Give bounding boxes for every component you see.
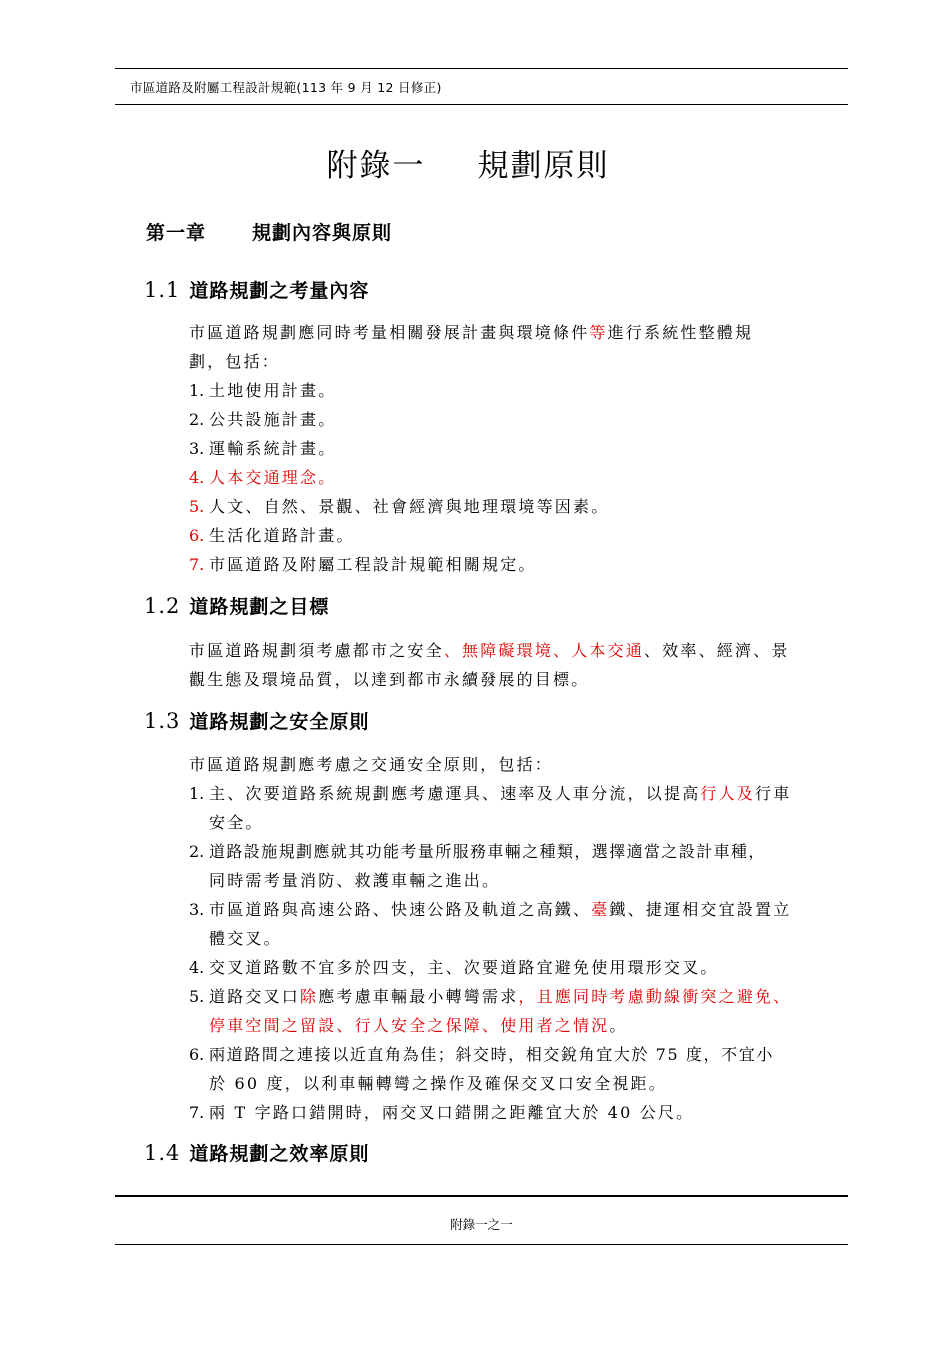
section-number: 1.3 xyxy=(144,709,181,733)
list-text: 市區道路及附屬工程設計規範相關規定。 xyxy=(209,555,537,574)
list-number: 1. xyxy=(189,784,205,803)
text-run: 進行系統性整體規 xyxy=(607,323,754,342)
section-heading-1-3 xyxy=(144,707,369,734)
list-text: 主、次要道路系統規劃應考慮運具、速率及人車分流，以提高 xyxy=(209,784,701,803)
list-text: 兩 T 字路口錯開時，兩交叉口錯開之距離宜大於 40 公尺。 xyxy=(209,1103,695,1122)
revision-text: ，且應同時考慮動線衝突之避免、 xyxy=(518,987,792,1006)
text-run: 觀生態及環境品質，以達到都市永續發展的目標。 xyxy=(189,670,590,689)
list-number: 7. xyxy=(189,1103,205,1122)
paragraph-line xyxy=(189,349,280,372)
list-text: 人本交通理念。 xyxy=(209,468,337,487)
paragraph-line xyxy=(189,638,790,661)
section-heading-1-2 xyxy=(144,592,329,619)
list-number: 1. xyxy=(189,381,205,400)
title-right: 規劃原則 xyxy=(477,148,610,184)
list-number: 6. xyxy=(189,526,205,545)
list-text: 運輸系統計畫。 xyxy=(209,439,337,458)
page-title xyxy=(0,140,936,185)
list-item xyxy=(189,494,609,517)
list-text: 兩道路間之連接以近直角為佳；斜交時，相交銳角宜大於 75 度，不宜小 xyxy=(209,1045,774,1064)
list-number: 3. xyxy=(189,439,205,458)
section-heading-1-4 xyxy=(144,1139,369,1166)
page-number: 附錄一之一 xyxy=(450,1217,513,1232)
list-item xyxy=(189,465,336,488)
list-text: 道路設施規劃應就其功能考量所服務車輛之種類，選擇適當之設計車種， xyxy=(209,842,766,861)
list-text: 應考慮車輛最小轉彎需求 xyxy=(318,987,519,1006)
text-run: 、效率、經濟、景 xyxy=(644,641,790,660)
list-number: 7. xyxy=(189,555,205,574)
list-number: 4. xyxy=(189,468,205,487)
section-number: 1.4 xyxy=(144,1141,181,1165)
section-heading-1-1 xyxy=(144,276,369,303)
list-text: 行車 xyxy=(755,784,792,803)
header-rule-bottom xyxy=(115,104,848,105)
paragraph-line xyxy=(189,667,589,690)
list-text: 鐵、捷運相交宜設置立 xyxy=(609,900,792,919)
title-left: 附錄一 xyxy=(326,148,426,184)
list-item xyxy=(189,407,336,430)
list-item xyxy=(189,436,336,459)
revision-text: 臺 xyxy=(591,900,610,919)
list-number: 4. xyxy=(189,958,205,977)
list-number: 2. xyxy=(189,410,205,429)
list-item-continuation xyxy=(209,868,500,891)
paragraph-line xyxy=(189,752,553,775)
list-number: 2. xyxy=(189,842,205,861)
list-item-continuation xyxy=(209,926,282,949)
footer-rule-bottom xyxy=(115,1244,848,1245)
list-item-continuation xyxy=(209,1013,628,1036)
list-item xyxy=(189,781,791,804)
list-item-continuation xyxy=(209,810,264,833)
revision-text: 停車空間之留設、行人安全之保障、使用者之情況 xyxy=(209,1016,610,1035)
list-text: 土地使用計畫。 xyxy=(209,381,337,400)
list-text: 同時需考量消防、救護車輛之進出。 xyxy=(209,871,501,890)
text-run: 市區道路規劃須考慮都市之安全 xyxy=(189,641,444,660)
list-item xyxy=(189,1042,774,1065)
revision-text: 等 xyxy=(589,323,608,342)
list-item xyxy=(189,378,336,401)
list-item xyxy=(189,984,791,1007)
list-number: 3. xyxy=(189,900,205,919)
list-text: 市區道路與高速公路、快速公路及軌道之高鐵、 xyxy=(209,900,592,919)
section-title: 道路規劃之考量內容 xyxy=(189,280,370,302)
section-title: 道路規劃之效率原則 xyxy=(189,1143,370,1165)
list-number: 5. xyxy=(189,497,205,516)
list-item xyxy=(189,955,719,978)
revision-text: 除 xyxy=(300,987,319,1006)
running-header: 市區道路及附屬工程設計規範(113 年 9 月 12 日修正) xyxy=(130,80,442,95)
list-item xyxy=(189,897,791,920)
section-number: 1.2 xyxy=(144,594,181,618)
list-text: 體交叉。 xyxy=(209,929,282,948)
list-text: 生活化道路計畫。 xyxy=(209,526,355,545)
list-number: 5. xyxy=(189,987,205,1006)
list-text: 公共設施計畫。 xyxy=(209,410,337,429)
list-text: 交叉道路數不宜多於四支，主、次要道路宜避免使用環形交叉。 xyxy=(209,958,719,977)
section-number: 1.1 xyxy=(144,278,181,302)
list-text: 。 xyxy=(609,1016,628,1035)
list-item xyxy=(189,523,355,546)
paragraph-line xyxy=(189,320,753,343)
revision-text: 、無障礙環境、人本交通 xyxy=(443,641,645,660)
list-text: 人文、自然、景觀、社會經濟與地理環境等因素。 xyxy=(209,497,610,516)
text-run: 市區道路規劃應考慮之交通安全原則，包括： xyxy=(189,755,554,774)
section-title: 道路規劃之安全原則 xyxy=(189,711,370,733)
revision-text: 行人及 xyxy=(700,784,756,803)
list-item-continuation xyxy=(209,1071,667,1094)
chapter-heading xyxy=(146,218,392,245)
footer-rule-top xyxy=(115,1195,848,1197)
list-number: 6. xyxy=(189,1045,205,1064)
list-text: 道路交叉口 xyxy=(209,987,301,1006)
list-item xyxy=(189,1100,694,1123)
chapter-number: 第一章 xyxy=(146,222,207,244)
header-rule-top xyxy=(115,68,848,69)
list-text: 安全。 xyxy=(209,813,264,832)
list-text: 於 60 度，以利車輛轉彎之操作及確保交叉口安全視距。 xyxy=(209,1074,667,1093)
text-run: 市區道路規劃應同時考量相關發展計畫與環境條件 xyxy=(189,323,590,342)
section-title: 道路規劃之目標 xyxy=(189,596,330,618)
list-item xyxy=(189,839,766,862)
text-run: 劃，包括： xyxy=(189,352,281,371)
chapter-title: 規劃內容與原則 xyxy=(252,222,393,244)
list-item xyxy=(189,552,537,575)
